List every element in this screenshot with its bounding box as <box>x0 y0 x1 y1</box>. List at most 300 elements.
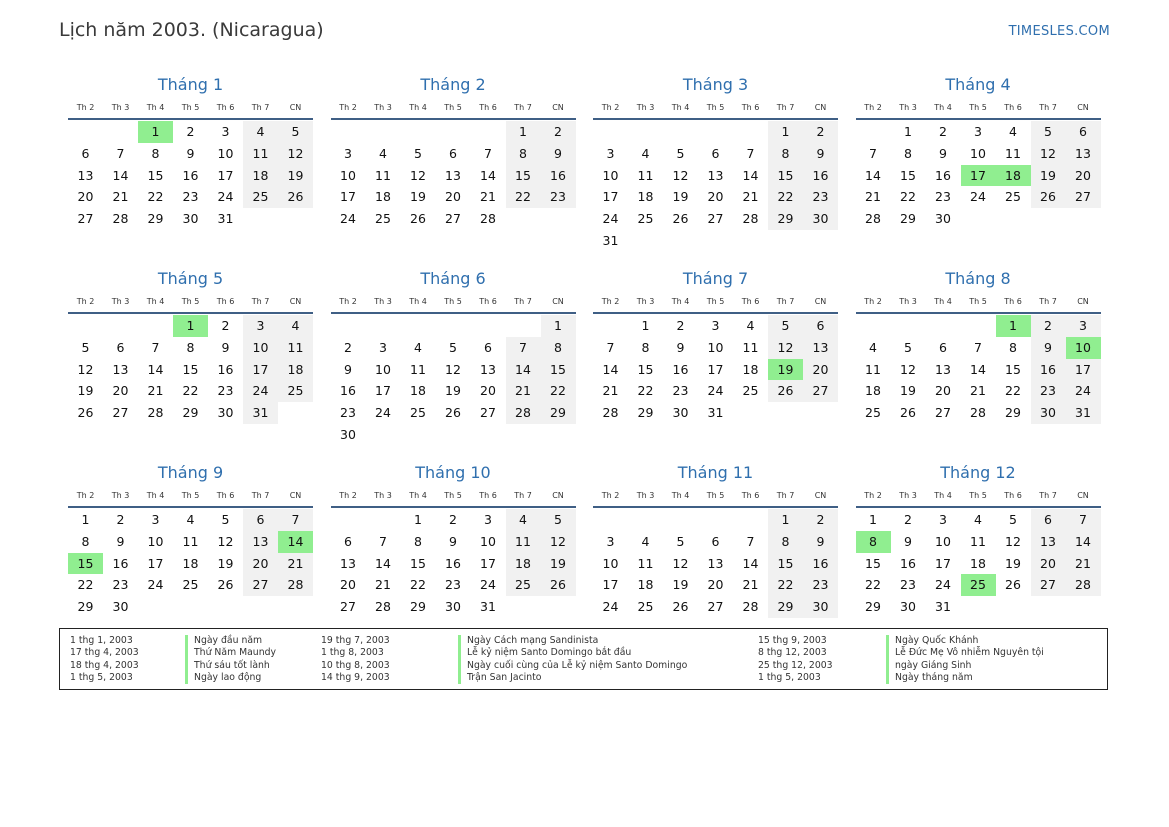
day-cell: 10 <box>970 145 986 161</box>
day-cell: 10 <box>243 337 278 359</box>
day-cell: 17 <box>707 361 724 377</box>
day-cell: 21 <box>375 577 391 593</box>
weekday-header <box>68 486 313 508</box>
month-title: Tháng 6 <box>420 269 486 288</box>
empty-cell <box>961 315 996 337</box>
day-cell: 30 <box>182 211 199 227</box>
weekday-label: Th 5 <box>181 297 200 306</box>
weekday-label: Th 7 <box>514 297 532 306</box>
day-cell: 28 <box>970 405 986 421</box>
day-cell: 15 <box>182 361 199 377</box>
empty-cell <box>471 315 506 337</box>
day-cell: 16 <box>112 555 129 571</box>
weekday-label: Th 4 <box>934 103 952 112</box>
holiday-day-cell: 19 <box>768 359 803 381</box>
day-cell: 24 <box>970 189 986 205</box>
legend-row <box>70 635 1097 647</box>
day-cell: 2 <box>116 512 125 527</box>
day-cell: 6 <box>81 145 90 161</box>
month-title: Tháng 4 <box>945 75 1011 94</box>
empty-cell <box>593 121 628 143</box>
weekday-label: Th 4 <box>934 491 952 500</box>
day-grid <box>593 120 838 252</box>
empty-cell <box>331 315 366 337</box>
weekday-header <box>68 292 313 314</box>
legend-holiday-name: Trận San Jacinto <box>458 672 541 684</box>
day-cell: 29 <box>77 599 94 615</box>
weekday-label: Th 6 <box>216 103 235 112</box>
day-cell: 21 <box>970 383 986 399</box>
day-cell: 11 <box>1005 145 1021 161</box>
month-block <box>331 460 576 618</box>
day-cell: 4 <box>506 509 541 531</box>
month-title: Tháng 8 <box>945 269 1011 288</box>
day-cell: 19 <box>541 553 576 575</box>
day-cell: 16 <box>182 167 199 183</box>
day-cell: 9 <box>803 531 838 553</box>
empty-cell <box>138 315 173 337</box>
day-cell: 18 <box>182 555 199 571</box>
day-cell: 5 <box>449 339 457 355</box>
weekday-header <box>331 292 576 314</box>
day-cell: 9 <box>116 533 125 549</box>
day-cell: 26 <box>410 211 426 227</box>
legend-holiday-name: Thứ sáu tốt lành <box>185 660 270 672</box>
weekday-header <box>593 292 838 314</box>
day-cell: 18 <box>243 165 278 187</box>
day-cell: 2 <box>541 121 576 143</box>
weekday-label: Th 5 <box>181 491 200 500</box>
day-cell: 25 <box>243 186 278 208</box>
day-cell: 29 <box>900 211 916 227</box>
day-cell: 13 <box>445 167 461 183</box>
day-cell: 23 <box>672 383 689 399</box>
day-cell: 27 <box>243 574 278 596</box>
day-cell: 21 <box>278 553 313 575</box>
legend-date: 19 thg 7, 2003 <box>321 635 390 646</box>
day-cell: 27 <box>707 211 724 227</box>
day-cell: 4 <box>1009 124 1017 139</box>
day-cell: 4 <box>974 512 982 527</box>
empty-cell <box>733 509 768 531</box>
day-cell: 11 <box>970 533 986 549</box>
weekday-label: Th 7 <box>251 297 270 306</box>
day-cell: 15 <box>410 555 426 571</box>
day-cell: 15 <box>768 165 803 187</box>
empty-cell <box>68 121 103 143</box>
day-cell: 28 <box>480 211 496 227</box>
weekday-label: Th 3 <box>899 103 917 112</box>
weekday-label: Th 4 <box>671 297 690 306</box>
day-grid <box>331 508 576 618</box>
day-cell: 7 <box>116 145 125 161</box>
year-calendar <box>68 72 1102 615</box>
day-cell: 27 <box>1031 574 1066 596</box>
day-cell: 17 <box>602 577 619 593</box>
day-cell: 5 <box>904 339 912 355</box>
day-cell: 17 <box>935 555 951 571</box>
day-cell: 11 <box>506 531 541 553</box>
day-cell: 12 <box>672 167 689 183</box>
day-cell: 31 <box>480 599 496 615</box>
day-cell: 22 <box>506 186 541 208</box>
day-cell: 14 <box>602 361 619 377</box>
day-cell: 25 <box>375 211 391 227</box>
weekday-label: Th 7 <box>776 297 795 306</box>
day-cell: 30 <box>1031 402 1066 424</box>
day-cell: 21 <box>742 189 759 205</box>
weekday-label: Th 6 <box>479 297 497 306</box>
day-cell: 20 <box>935 383 951 399</box>
day-cell: 7 <box>484 145 492 161</box>
day-grid <box>68 508 313 618</box>
day-cell: 26 <box>217 577 234 593</box>
day-cell: 13 <box>1066 143 1101 165</box>
day-cell: 15 <box>506 165 541 187</box>
day-cell: 9 <box>939 145 947 161</box>
month-block <box>856 72 1101 230</box>
day-cell: 18 <box>637 577 654 593</box>
day-cell: 16 <box>900 555 916 571</box>
weekday-label: CN <box>289 103 302 112</box>
day-cell: 21 <box>865 189 881 205</box>
day-cell: 9 <box>221 339 230 355</box>
day-cell: 19 <box>672 189 689 205</box>
day-cell: 30 <box>900 599 916 615</box>
day-cell: 13 <box>77 167 94 183</box>
weekday-label: CN <box>552 491 564 500</box>
day-cell: 25 <box>506 574 541 596</box>
weekday-header <box>331 98 576 120</box>
empty-cell <box>401 315 436 337</box>
legend-holiday-name: Ngày tháng năm <box>886 672 973 684</box>
empty-cell <box>733 121 768 143</box>
day-cell: 31 <box>217 211 234 227</box>
day-cell: 12 <box>900 361 916 377</box>
day-cell: 30 <box>672 405 689 421</box>
day-cell: 3 <box>221 124 230 139</box>
weekday-label: Th 2 <box>864 491 882 500</box>
month-title: Tháng 5 <box>157 269 224 288</box>
weekday-label: Th 4 <box>409 103 427 112</box>
empty-cell <box>856 121 891 143</box>
empty-cell <box>628 121 663 143</box>
empty-cell <box>593 315 628 337</box>
day-cell: 10 <box>707 339 724 355</box>
day-cell: 3 <box>974 124 982 139</box>
day-cell: 2 <box>186 124 195 139</box>
day-cell: 7 <box>278 509 313 531</box>
day-cell: 3 <box>151 512 160 527</box>
day-cell: 6 <box>711 533 720 549</box>
weekday-label: Th 7 <box>776 103 795 112</box>
weekday-label: Th 2 <box>76 297 95 306</box>
day-grid <box>593 508 838 618</box>
day-cell: 9 <box>803 143 838 165</box>
empty-cell <box>331 121 366 143</box>
day-grid <box>856 120 1101 230</box>
day-cell: 6 <box>939 339 947 355</box>
day-cell: 4 <box>186 512 195 527</box>
day-cell: 1 <box>768 509 803 531</box>
day-cell: 3 <box>484 512 492 527</box>
day-cell: 28 <box>602 405 619 421</box>
day-cell: 24 <box>375 405 391 421</box>
day-cell: 13 <box>243 531 278 553</box>
day-cell: 10 <box>602 167 619 183</box>
day-cell: 11 <box>637 167 654 183</box>
legend-row <box>70 660 1097 672</box>
day-cell: 3 <box>711 318 720 333</box>
weekday-label: CN <box>289 297 302 306</box>
day-cell: 19 <box>77 383 94 399</box>
day-cell: 22 <box>541 380 576 402</box>
weekday-label: Th 4 <box>409 491 427 500</box>
empty-cell <box>698 121 733 143</box>
day-cell: 6 <box>344 533 352 549</box>
day-grid <box>68 120 313 230</box>
weekday-label: Th 3 <box>899 491 917 500</box>
day-cell: 29 <box>1005 405 1021 421</box>
legend-date: 14 thg 9, 2003 <box>321 671 390 683</box>
day-cell: 6 <box>803 315 838 337</box>
weekday-label: CN <box>1077 297 1089 306</box>
weekday-header <box>593 98 838 120</box>
month-block <box>856 460 1101 618</box>
day-cell: 15 <box>1005 361 1021 377</box>
weekday-label: Th 5 <box>706 103 725 112</box>
weekday-header <box>593 486 838 508</box>
day-cell: 2 <box>344 339 352 355</box>
day-cell: 23 <box>182 189 199 205</box>
brand-link[interactable]: TIMESLES.COM <box>1008 24 1110 39</box>
legend-holiday-name: Lễ kỷ niệm Santo Domingo bắt đầu <box>458 647 631 659</box>
day-cell: 4 <box>869 339 877 355</box>
day-cell: 7 <box>746 145 755 161</box>
empty-cell <box>891 315 926 337</box>
day-cell: 8 <box>768 143 803 165</box>
month-title: Tháng 12 <box>940 463 1016 482</box>
day-cell: 18 <box>970 555 986 571</box>
holiday-day-cell: 18 <box>996 165 1031 187</box>
holiday-day-cell: 1 <box>138 121 173 143</box>
day-cell: 28 <box>147 405 164 421</box>
day-cell: 5 <box>414 145 422 161</box>
day-cell: 5 <box>1031 121 1066 143</box>
day-cell: 6 <box>1066 121 1101 143</box>
day-cell: 15 <box>900 167 916 183</box>
weekday-label: CN <box>814 297 827 306</box>
legend-holiday-name: ngày Giáng Sinh <box>886 660 971 672</box>
weekday-label: CN <box>552 297 564 306</box>
day-cell: 27 <box>707 599 724 615</box>
day-cell: 5 <box>1009 512 1017 527</box>
day-cell: 18 <box>742 361 759 377</box>
day-cell: 16 <box>803 553 838 575</box>
weekday-label: Th 3 <box>111 491 130 500</box>
month-title: Tháng 11 <box>677 463 754 482</box>
day-cell: 31 <box>602 232 619 248</box>
day-cell: 24 <box>217 189 234 205</box>
weekday-label: Th 2 <box>601 297 620 306</box>
day-cell: 20 <box>707 577 724 593</box>
weekday-label: CN <box>289 491 302 500</box>
day-cell: 1 <box>768 121 803 143</box>
empty-cell <box>366 315 401 337</box>
empty-cell <box>331 509 366 531</box>
weekday-label: Th 2 <box>339 297 357 306</box>
day-cell: 10 <box>602 555 619 571</box>
day-cell: 16 <box>935 167 951 183</box>
day-cell: 15 <box>865 555 881 571</box>
day-cell: 17 <box>1066 359 1101 381</box>
day-cell: 6 <box>711 145 720 161</box>
day-cell: 17 <box>243 359 278 381</box>
day-cell: 1 <box>414 512 422 527</box>
weekday-label: Th 2 <box>864 103 882 112</box>
month-title: Tháng 3 <box>682 75 749 94</box>
day-cell: 1 <box>869 512 877 527</box>
day-cell: 2 <box>939 124 947 139</box>
day-cell: 21 <box>742 577 759 593</box>
weekday-label: Th 6 <box>479 491 497 500</box>
day-cell: 7 <box>869 145 877 161</box>
day-cell: 5 <box>81 339 90 355</box>
day-cell: 14 <box>742 555 759 571</box>
day-cell: 30 <box>445 599 461 615</box>
month-title: Tháng 1 <box>157 75 224 94</box>
month-block <box>331 266 576 446</box>
day-cell: 23 <box>803 574 838 596</box>
day-cell: 23 <box>935 189 951 205</box>
day-cell: 20 <box>1066 165 1101 187</box>
day-cell: 23 <box>445 577 461 593</box>
day-cell: 12 <box>278 143 313 165</box>
day-cell: 11 <box>182 533 199 549</box>
day-cell: 17 <box>602 189 619 205</box>
day-cell: 22 <box>147 189 164 205</box>
day-cell: 20 <box>480 383 496 399</box>
day-cell: 13 <box>112 361 129 377</box>
day-cell: 26 <box>278 186 313 208</box>
day-cell: 25 <box>410 405 426 421</box>
day-cell: 20 <box>707 189 724 205</box>
legend-date: 18 thg 4, 2003 <box>70 659 139 671</box>
day-cell: 29 <box>865 599 881 615</box>
day-cell: 19 <box>672 577 689 593</box>
day-cell: 5 <box>768 315 803 337</box>
day-cell: 27 <box>112 405 129 421</box>
day-cell: 4 <box>641 145 650 161</box>
day-cell: 18 <box>410 383 426 399</box>
day-cell: 16 <box>672 361 689 377</box>
day-cell: 10 <box>147 533 164 549</box>
day-cell: 2 <box>803 121 838 143</box>
weekday-label: Th 5 <box>969 103 987 112</box>
day-cell: 14 <box>147 361 164 377</box>
day-cell: 4 <box>414 339 422 355</box>
day-cell: 7 <box>506 337 541 359</box>
day-cell: 6 <box>1031 509 1066 531</box>
day-cell: 1 <box>641 318 650 333</box>
day-cell: 24 <box>602 211 619 227</box>
day-cell: 25 <box>637 599 654 615</box>
month-block <box>593 266 838 424</box>
day-cell: 7 <box>151 339 160 355</box>
page-title: Lịch năm 2003. (Nicaragua) <box>59 19 324 41</box>
legend-holiday-name: Ngày lao động <box>185 672 261 684</box>
month-title: Tháng 7 <box>682 269 749 288</box>
day-cell: 2 <box>1031 315 1066 337</box>
day-cell: 30 <box>803 596 838 618</box>
day-cell: 27 <box>445 211 461 227</box>
weekday-label: Th 6 <box>1004 103 1022 112</box>
day-cell: 19 <box>1005 555 1021 571</box>
day-cell: 9 <box>449 533 457 549</box>
day-cell: 2 <box>221 318 230 333</box>
day-cell: 15 <box>147 167 164 183</box>
day-cell: 3 <box>606 533 615 549</box>
weekday-label: Th 5 <box>444 103 462 112</box>
day-cell: 4 <box>278 315 313 337</box>
legend-date: 1 thg 5, 2003 <box>758 671 821 683</box>
empty-cell <box>366 509 401 531</box>
holiday-legend <box>59 628 1108 690</box>
day-cell: 8 <box>768 531 803 553</box>
weekday-label: Th 3 <box>374 297 392 306</box>
day-cell: 17 <box>340 189 356 205</box>
weekday-label: CN <box>814 491 827 500</box>
weekday-label: Th 5 <box>181 103 200 112</box>
day-cell: 22 <box>768 574 803 596</box>
legend-holiday-name: Ngày Cách mạng Sandinista <box>458 635 598 647</box>
weekday-label: Th 7 <box>1039 103 1057 112</box>
weekday-label: Th 4 <box>671 491 690 500</box>
day-cell: 4 <box>641 533 650 549</box>
weekday-label: CN <box>552 103 564 112</box>
day-cell: 25 <box>637 211 654 227</box>
day-cell: 28 <box>742 599 759 615</box>
day-cell: 29 <box>541 402 576 424</box>
day-cell: 20 <box>243 553 278 575</box>
legend-date: 1 thg 8, 2003 <box>321 647 384 659</box>
weekday-label: Th 6 <box>216 297 235 306</box>
legend-date: 1 thg 1, 2003 <box>70 635 133 646</box>
day-cell: 9 <box>186 145 195 161</box>
month-block <box>593 460 838 618</box>
day-cell: 12 <box>1031 143 1066 165</box>
weekday-label: Th 6 <box>1004 297 1022 306</box>
month-block <box>593 72 838 252</box>
day-cell: 12 <box>672 555 689 571</box>
legend-date: 17 thg 4, 2003 <box>70 647 139 659</box>
holiday-day-cell: 17 <box>961 165 996 187</box>
empty-cell <box>436 121 471 143</box>
day-cell: 7 <box>606 339 615 355</box>
day-grid <box>593 314 838 424</box>
day-cell: 24 <box>147 577 164 593</box>
day-cell: 22 <box>637 383 654 399</box>
day-cell: 4 <box>243 121 278 143</box>
empty-cell <box>663 509 698 531</box>
day-cell: 12 <box>217 533 234 549</box>
day-cell: 30 <box>112 599 129 615</box>
day-cell: 26 <box>672 211 689 227</box>
weekday-label: Th 4 <box>146 103 165 112</box>
weekday-label: Th 3 <box>636 491 655 500</box>
day-cell: 8 <box>1009 339 1017 355</box>
day-cell: 19 <box>217 555 234 571</box>
